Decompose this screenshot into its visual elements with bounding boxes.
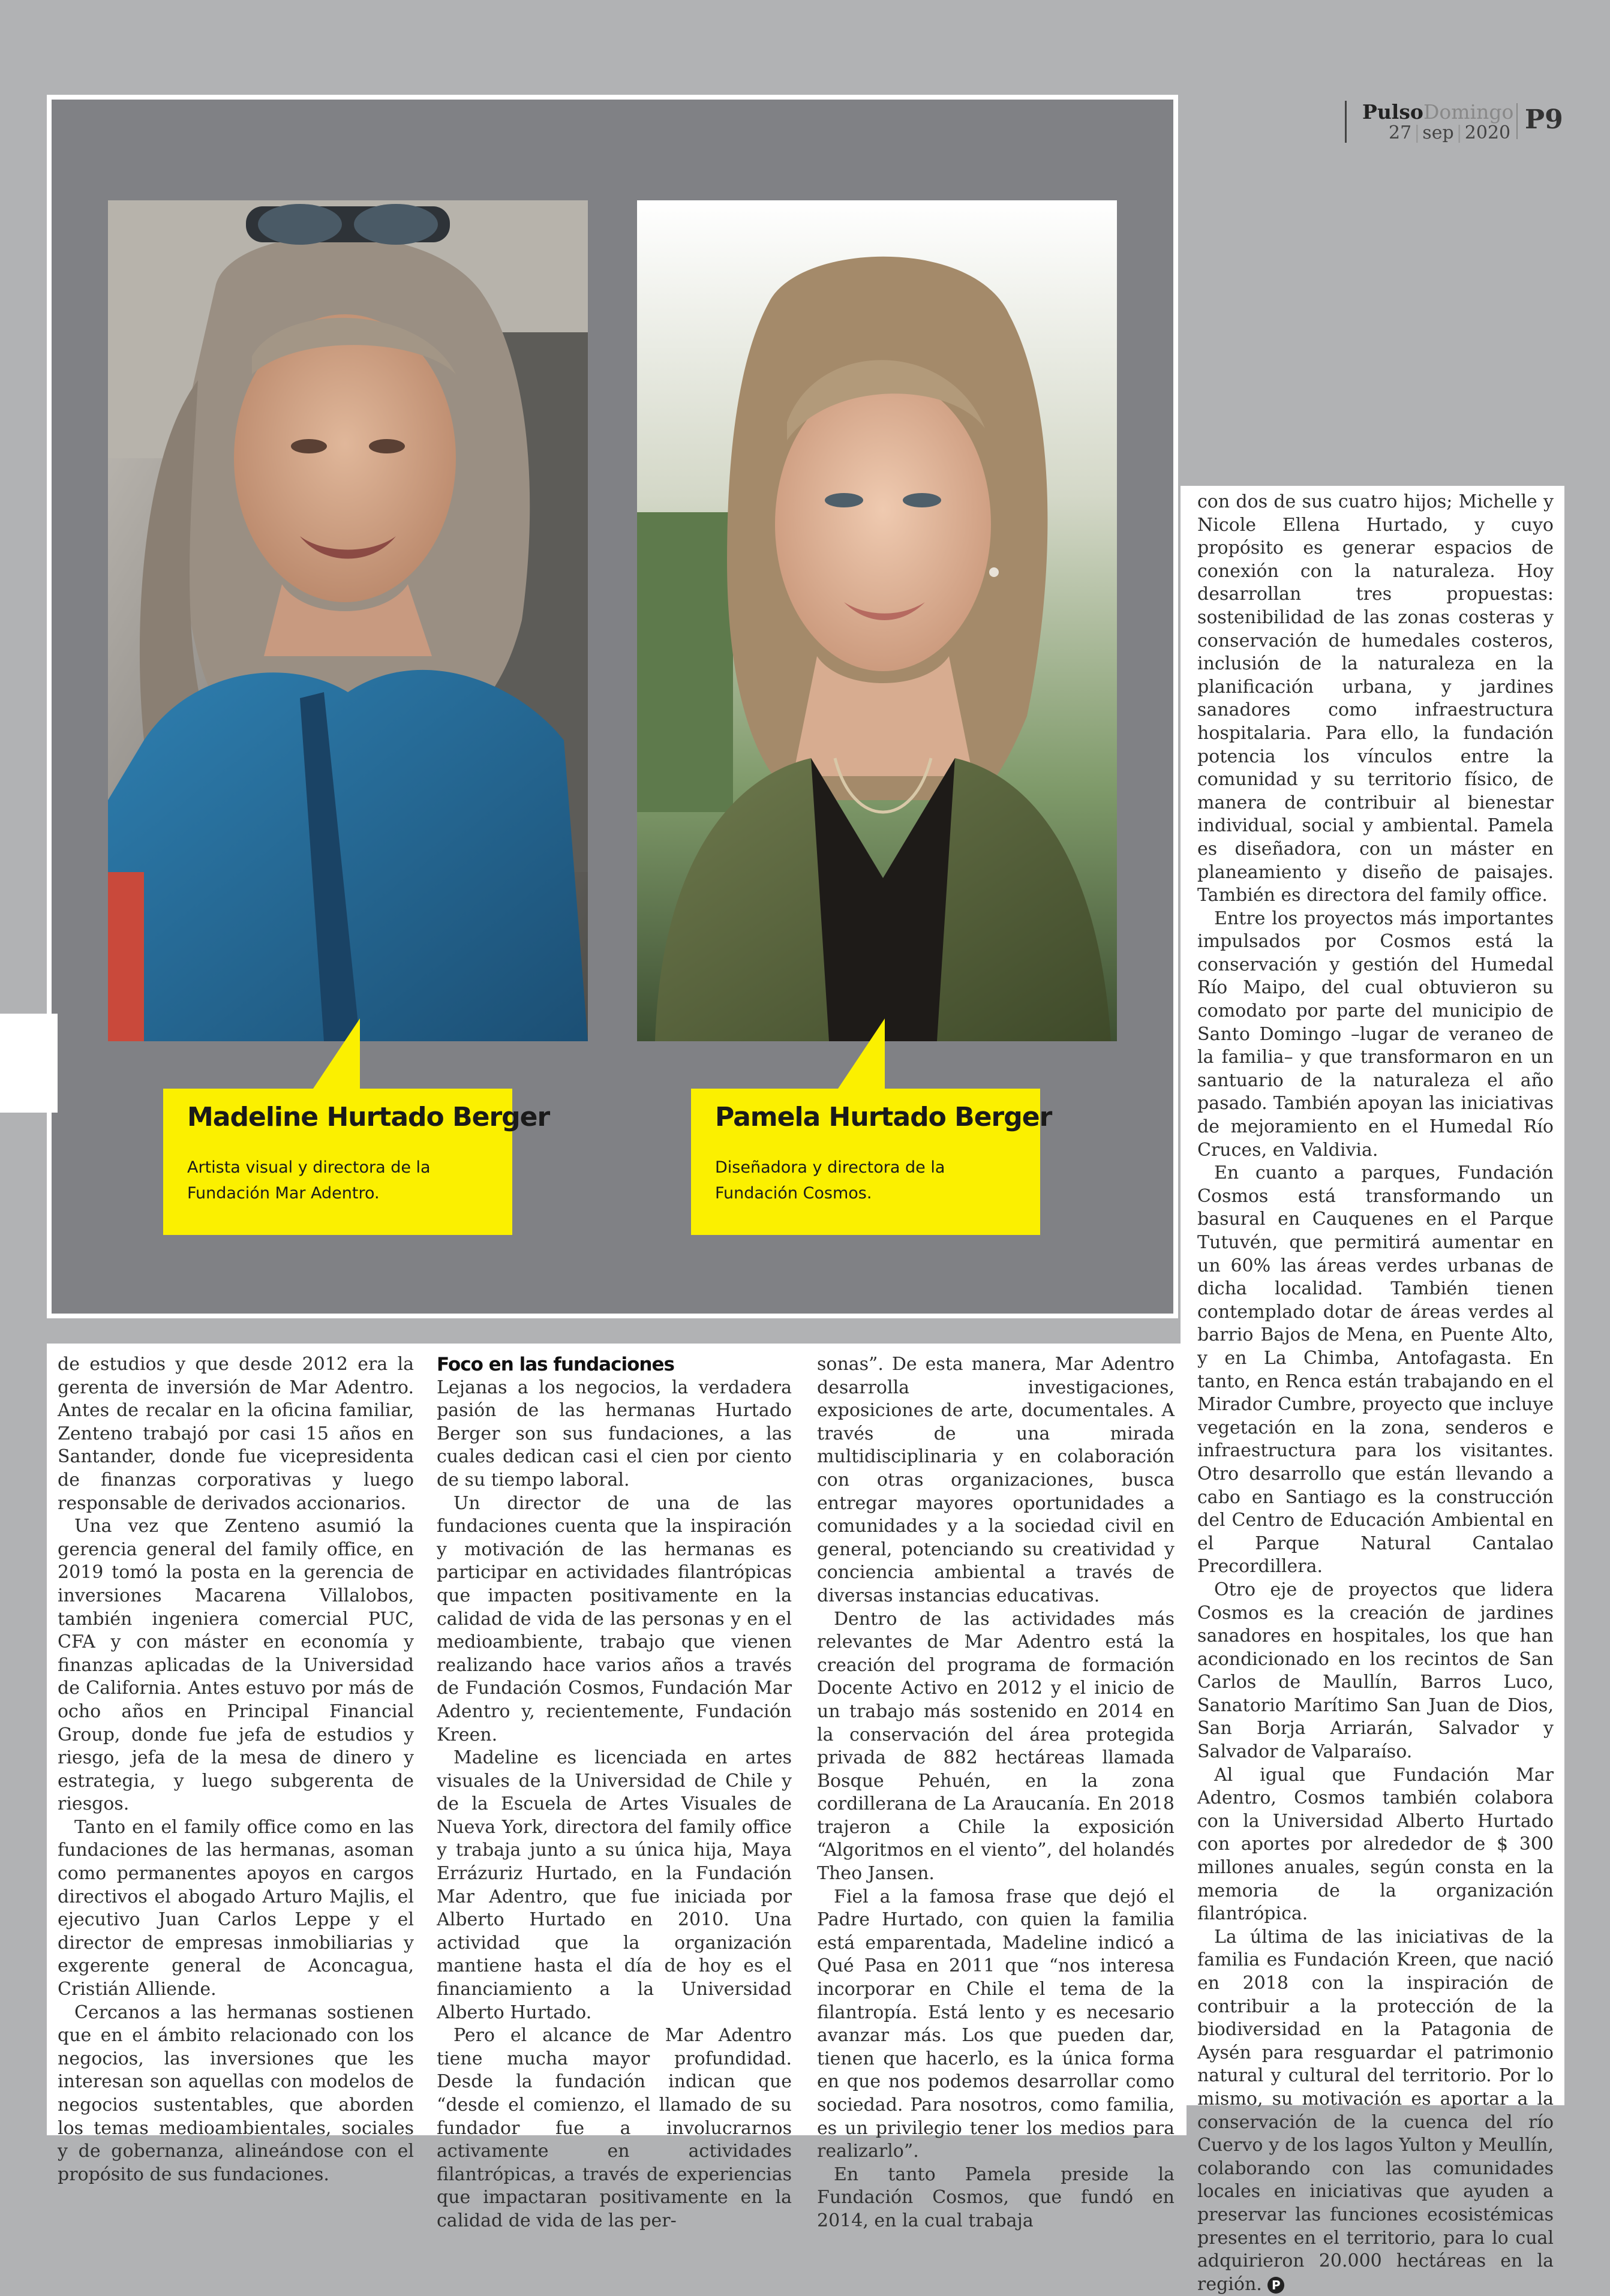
article-column-3 xyxy=(803,1344,1187,2231)
paragraph: Fiel a la famosa frase que dejó el Padre Hurtado, con quien la familia está emparentada, Madeline indicó a Qué Pasa en 2011 que “nos interesa incorporar en Chile el tema de la filantropía. Está lento y es necesario avanzar más. Los que pueden dar, tienen que hacerlo, es la única forma en que nos podemos desarrollar como sociedad. Para nosotros, como familia, es un privilegio tener los medios para realizarlo”. xyxy=(817,1886,1175,2162)
caption-name: Pamela Hurtado Berger xyxy=(715,1102,1052,1132)
date-month: sep xyxy=(1422,122,1454,143)
article-column-1 xyxy=(47,1344,426,2185)
paragraph: Lejanas a los negocios, la verdadera pasión de las hermanas Hurtado Berger son sus fundaciones, a las cuales dedican casi el cien por ciento de su tiempo laboral. xyxy=(437,1377,792,1490)
portrait-pamela-illustration xyxy=(637,200,1117,1041)
paragraph: Dentro de las actividades más relevantes de Mar Adentro está la creación del programa de formación Docente Activo en 2012 y el inicio de un trabajo más sostenido en 2014 en la conservación del área protegida privada de 882 hectáreas llamada Bosque Pehuén, en la zona cordillerana de La Araucanía. En 2018 trajeron a Chile la exposición “Algoritmos en el viento”, del holandés Theo Jansen. xyxy=(817,1608,1175,1885)
page-edge-block xyxy=(0,1014,58,1113)
date-day: 27 xyxy=(1389,122,1412,143)
article-column-2 xyxy=(419,1344,803,2231)
paragraph: sonas”. De esta manera, Mar Adentro desarrolla investigaciones, exposiciones de arte, documentales. A través de una mirada multidisciplinaria y en colaboración con otras organizaciones, busca entregar mayores oportunidades a comunidades y a la sociedad civil en general, potenciando su creatividad y conciencia ambiental a través de diversas instancias educativas. xyxy=(817,1354,1175,1606)
caption-description: Artista visual y directora de la Fundación Mar Adentro. xyxy=(187,1158,431,1203)
paragraph: Al igual que Fundación Mar Adentro, Cosmos también colabora con la Universidad Alberto Hurtado con aportes por alrededor de $ 300 millones anuales, según consta en la memoria de la organización filantrópica. xyxy=(1197,1764,1554,1925)
paragraph: Un director de una de las fundaciones cuenta que la inspiración y motivación de las hermanas es participar en actividades filantrópicas que impacten positivamente en la calidad de vida de las personas y en el medioambiente, trabajo que vienen realizando hace varios años a través de Fundación Cosmos, Fundación Mar Adentro y, recientemente, Fundación Kreen. xyxy=(437,1492,792,1745)
paragraph xyxy=(1197,1926,1554,2296)
section-heading: Foco en las fundaciones xyxy=(437,1354,674,1375)
caption-tail-madeline xyxy=(312,1018,360,1090)
paragraph: Una vez que Zenteno asumió la gerencia general del family office, en 2019 tomó la posta en la gerencia de inversiones Macarena Villalobos, también ingeniera comercial PUC, CFA y con máster en economía y finanzas aplicadas de la Universidad de California. Antes estuvo por más de ocho años en Principal Financial Group, donde fue jefa de estudios y riesgo, jefa de la mesa de dinero y estrategia, y luego subgerenta de riesgos. xyxy=(58,1516,414,1815)
publication-name xyxy=(1362,101,1513,124)
caption-madeline xyxy=(163,1089,550,1235)
page-number: P9 xyxy=(1516,103,1561,139)
caption-description: Diseñadora y directora de la Fundación Cosmos. xyxy=(715,1158,945,1203)
caption-name: Madeline Hurtado Berger xyxy=(187,1102,550,1132)
date-year: 2020 xyxy=(1464,122,1511,143)
paragraph: Tanto en el family office como en las fundaciones de las hermanas, asoman como permanentes apoyos en cargos directivos el abogado Arturo Majlis, el ejecutivo Juan Carlos Leppe y el director de empresas inmobiliarias y exgerente general de Aconcagua, Cristián Alliende. xyxy=(58,1816,414,2000)
caption-tail-pamela xyxy=(837,1018,885,1090)
paragraph: de estudios y que desde 2012 era la gerenta de inversión de Mar Adentro. Antes de recalar en la oficina familiar, Zenteno trabajó por casi 15 años en Santander, donde fue vicepresidenta de finanzas corporativas y luego responsable de derivados accionarios. xyxy=(58,1354,414,1514)
paragraph: Pero el alcance de Mar Adentro tiene mucha mayor profundidad. Desde la fundación indican que “desde el comienzo, el llamado de su fundador fue a involucrarnos activamente en actividades filantrópicas, a través de experiencias que impactaran positivamente en la calidad de vida de las per- xyxy=(437,2025,792,2231)
paragraph: Cercanos a las hermanas sostienen que en el ámbito relacionado con los negocios, las inversiones que les interesan son aquellas con modelos de negocios sustentables, que aborden los temas medioambientales, sociales y de gobernanza, alineándose con el propósito de sus fundaciones. xyxy=(58,2002,414,2185)
paragraph: En cuanto a parques, Fundación Cosmos está transformando un basural en Cauquenes en el Parque Tutuvén, que permitirá aumentar en un 60% las áreas verdes urbanas de dicha localidad. También tienen contemplado dotar de áreas verdes al barrio Bajos de Mena, en Puente Alto, y en La Chimba, Antofagasta. En tanto, en Renca están trabajando en el Mirador Cumbre, proyecto que incluye vegetación en la zona, senderos e infraestructura para los visitantes. Otro desarrollo que están llevando a cabo en Santiago es la construcción del Centro de Educación Ambiental en el Parque Natural Cantalao Precordillera. xyxy=(1197,1162,1554,1577)
end-mark-icon: P xyxy=(1267,2277,1284,2294)
photo-pamela xyxy=(637,200,1117,1041)
paragraph: En tanto Pamela preside la Fundación Cosmos, que fundó en 2014, en la cual trabaja xyxy=(817,2163,1175,2231)
brand-light: Domingo xyxy=(1423,100,1514,124)
paragraph-text: La última de las iniciativas de la familia es Fundación Kreen, que nació en 2018 con la inspiración de contribuir a la protección de la biodiversidad en la Patagonia de Aysén para resguardar el patrimonio natural y cultural del territorio. Por lo mismo, su motivación es aportar a la conservación de la cuenca del río Cuervo y de los lagos Yulton y Meullín, colaborando con las comunidades locales en iniciativas que ayuden a preservar las funciones ecosistémicas presentes en el territorio, para lo cual adquirieron 20.000 hectáreas en la región. xyxy=(1197,1926,1554,2295)
photo-madeline xyxy=(108,200,588,1041)
issue-date: 27 | sep | 2020 xyxy=(1389,122,1511,143)
caption-pamela xyxy=(691,1089,1052,1235)
paragraph: con dos de sus cuatro hijos; Michelle y Nicole Ellena Hurtado, y cuyo propósito es generar espacios de conexión con la naturaleza. Hoy desarrollan tres propuestas: sostenibilidad de las zonas costeras y conservación de humedales costeros, inclusión de la naturaleza en la planificación urbana, y jardines sanadores como infraestructura hospitalaria. Para ello, la fundación potencia los vínculos entre la comunidad y su territorio físico, de manera de contribuir al bienestar individual, social y ambiental. Pamela es diseñadora, con un máster en planeamiento y diseño de paisajes. También es directora del family office. xyxy=(1197,491,1554,906)
article-column-4 xyxy=(1181,486,1564,2295)
masthead xyxy=(1345,101,1515,143)
brand-bold: Pulso xyxy=(1362,100,1423,124)
paragraph: Otro eje de proyectos que lidera Cosmos es la creación de jardines sanadores en hospitales, los que han acondicionado en los recintos de San Carlos de Maullín, Barros Luco, Sanatorio Marítimo San Juan de Dios, San Borja Arriarán, Salvador y Salvador de Valparaíso. xyxy=(1197,1579,1554,1763)
paragraph: Madeline es licenciada en artes visuales de la Universidad de Chile y de la Escuela de Artes Visuales de Nueva York, directora del family office y trabaja junto a su única hija, Maya Errázuriz Hurtado, en la Fundación Mar Adentro, que fue iniciada por Alberto Hurtado en 2010. Una actividad que la organización mantiene hasta el día de hoy es el financiamiento a la Universidad Alberto Hurtado. xyxy=(437,1747,792,2023)
portrait-madeline-illustration xyxy=(108,200,588,1041)
paragraph: Entre los proyectos más importantes impulsados por Cosmos está la conservación y gestión del Humedal Río Maipo, del cual obtuvieron su comodato por parte del municipio de Santo Domingo –lugar de veraneo de la familia– y que transformaron en un santuario de la naturaleza el año pasado. También apoyan las iniciativas de mejoramiento en el Humedal Río Cruces, en Valdivia. xyxy=(1197,907,1554,1161)
